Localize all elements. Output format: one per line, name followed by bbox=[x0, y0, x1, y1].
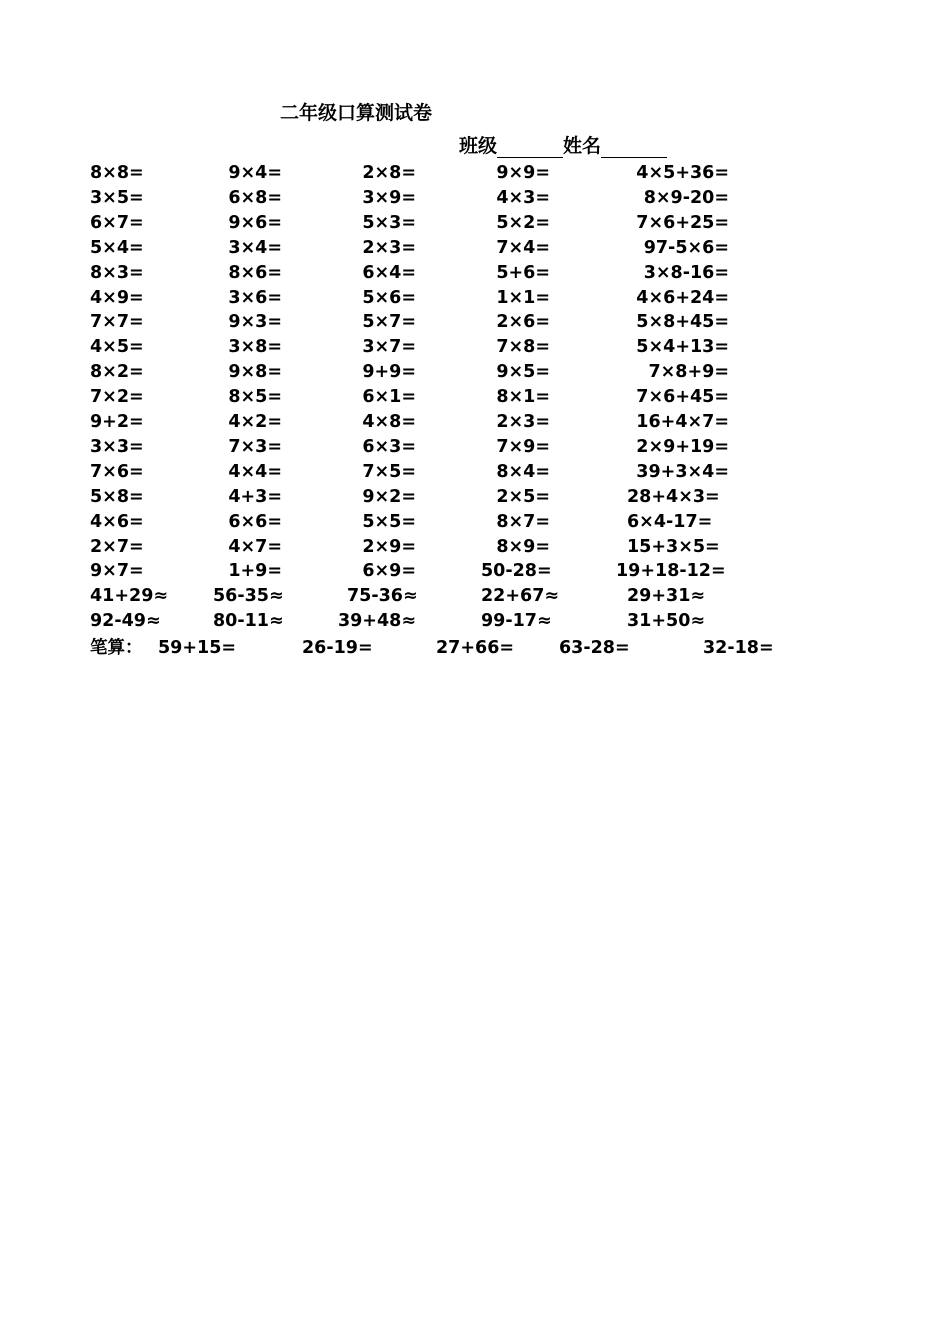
problem-item: 7×3= bbox=[228, 436, 282, 457]
problem-item: 4×7= bbox=[228, 536, 282, 557]
problem-row bbox=[0, 211, 950, 236]
problem-item: 3×9= bbox=[362, 187, 416, 208]
problem-item: 8×7= bbox=[496, 511, 550, 532]
problem-item: 8×3= bbox=[90, 262, 144, 283]
problem-row bbox=[0, 559, 950, 584]
problem-row bbox=[0, 261, 950, 286]
problem-item: 6×9= bbox=[362, 561, 416, 582]
problem-item: 7×9= bbox=[496, 436, 550, 457]
problem-item: 99-17≈ bbox=[481, 611, 552, 632]
problem-item: 9×5= bbox=[496, 362, 550, 383]
problem-item: 4+3= bbox=[228, 486, 282, 507]
problem-item: 4×4= bbox=[228, 461, 282, 482]
problem-item: 5×6= bbox=[362, 287, 416, 308]
problem-item: 8×9-20= bbox=[643, 187, 729, 208]
problem-item: 8×4= bbox=[496, 461, 550, 482]
problem-item: 2×3= bbox=[362, 237, 416, 258]
problem-item: 5×2= bbox=[496, 212, 550, 233]
problem-item: 2×5= bbox=[496, 486, 550, 507]
problem-item: 2×6= bbox=[496, 312, 550, 333]
problem-item: 80-11≈ bbox=[213, 611, 284, 632]
written-label: 笔算： bbox=[90, 638, 143, 658]
problem-item: 5×8= bbox=[90, 486, 144, 507]
problem-item: 4×8= bbox=[362, 412, 416, 432]
problem-item: 9×4= bbox=[228, 163, 282, 183]
problem-item: 5+6= bbox=[496, 262, 550, 283]
problem-row bbox=[0, 161, 950, 186]
problem-item: 9×6= bbox=[228, 212, 282, 233]
problem-item: 75-36≈ bbox=[347, 586, 418, 607]
problem-row bbox=[0, 535, 950, 560]
problem-item: 4×5= bbox=[90, 337, 144, 358]
problem-item: 8×2= bbox=[90, 362, 144, 383]
problem-item: 4×5+36= bbox=[636, 163, 729, 183]
problem-item: 9×8= bbox=[228, 362, 282, 383]
problem-row bbox=[0, 236, 950, 261]
problem-item: 9×9= bbox=[496, 163, 550, 183]
name-blank[interactable] bbox=[601, 138, 667, 158]
problem-item: 2×9= bbox=[362, 536, 416, 557]
problem-row bbox=[0, 584, 950, 609]
written-problem: 26-19= bbox=[302, 638, 373, 658]
problem-item: 29+31≈ bbox=[627, 586, 706, 607]
problem-item: 3×8= bbox=[228, 337, 282, 358]
problem-item: 7×5= bbox=[362, 461, 416, 482]
written-problem: 27+66= bbox=[436, 638, 515, 658]
problem-item: 97-5×6= bbox=[643, 237, 729, 258]
problem-item: 6×3= bbox=[362, 436, 416, 457]
problem-item: 2×9+19= bbox=[636, 436, 729, 457]
problem-row bbox=[0, 335, 950, 360]
class-label: 班级 bbox=[459, 135, 498, 157]
problem-item: 9+9= bbox=[362, 362, 416, 383]
student-info bbox=[459, 131, 667, 158]
problem-item: 6×1= bbox=[362, 387, 416, 408]
problem-row bbox=[0, 460, 950, 485]
problem-item: 4×2= bbox=[228, 412, 282, 432]
problem-row bbox=[0, 609, 950, 634]
problem-item: 28+4×3= bbox=[627, 486, 720, 507]
problem-item: 41+29≈ bbox=[90, 586, 169, 607]
problem-item: 3×7= bbox=[362, 337, 416, 358]
problem-row bbox=[0, 435, 950, 460]
class-blank[interactable] bbox=[497, 138, 563, 158]
problem-item: 31+50≈ bbox=[627, 611, 706, 632]
written-problem: 59+15= bbox=[158, 638, 237, 658]
written-calculation-row bbox=[90, 636, 850, 661]
problem-item: 3×8-16= bbox=[643, 262, 729, 283]
problem-item: 9×7= bbox=[90, 561, 144, 582]
problem-item: 15+3×5= bbox=[627, 536, 720, 557]
problem-item: 9×3= bbox=[228, 312, 282, 333]
problem-item: 2×7= bbox=[90, 536, 144, 557]
problem-row bbox=[0, 186, 950, 211]
problem-item: 4×9= bbox=[90, 287, 144, 308]
problem-item: 39+48≈ bbox=[337, 611, 416, 632]
problem-item: 6×6= bbox=[228, 511, 282, 532]
problem-item: 2×3= bbox=[496, 412, 550, 432]
problem-item: 7×8= bbox=[496, 337, 550, 358]
problem-item: 3×6= bbox=[228, 287, 282, 308]
problem-item: 7×6+25= bbox=[636, 212, 729, 233]
problem-item: 9×2= bbox=[362, 486, 416, 507]
problem-item: 6×4-17= bbox=[627, 511, 713, 532]
problem-row bbox=[0, 360, 950, 385]
problem-item: 7×6= bbox=[90, 461, 144, 482]
problem-item: 3×4= bbox=[228, 237, 282, 258]
problem-item: 5×4= bbox=[90, 237, 144, 258]
problem-item: 1+9= bbox=[228, 561, 282, 582]
problem-item: 56-35≈ bbox=[213, 586, 284, 607]
problem-item: 2×8= bbox=[362, 163, 416, 183]
problem-item: 50-28= bbox=[481, 561, 552, 582]
problem-item: 6×8= bbox=[228, 187, 282, 208]
problem-row bbox=[0, 485, 950, 510]
problem-item: 92-49≈ bbox=[90, 611, 161, 632]
problem-item: 8×6= bbox=[228, 262, 282, 283]
problem-item: 7×7= bbox=[90, 312, 144, 333]
problem-item: 8×9= bbox=[496, 536, 550, 557]
problem-item: 8×8= bbox=[90, 163, 144, 183]
problem-item: 19+18-12= bbox=[616, 561, 726, 582]
problem-item: 22+67≈ bbox=[481, 586, 560, 607]
problem-item: 3×5= bbox=[90, 187, 144, 208]
problem-item: 7×8+9= bbox=[648, 362, 729, 383]
problem-item: 4×6+24= bbox=[636, 287, 729, 308]
problem-item: 5×7= bbox=[362, 312, 416, 333]
problem-item: 5×3= bbox=[362, 212, 416, 233]
problem-item: 6×4= bbox=[362, 262, 416, 283]
problem-item: 9+2= bbox=[90, 412, 144, 432]
problem-row bbox=[0, 410, 950, 435]
problem-item: 5×4+13= bbox=[636, 337, 729, 358]
written-problem: 63-28= bbox=[559, 638, 630, 658]
problem-item: 39+3×4= bbox=[636, 461, 729, 482]
problem-item: 8×5= bbox=[228, 387, 282, 408]
problem-row bbox=[0, 510, 950, 535]
written-problem: 32-18= bbox=[703, 638, 774, 658]
problem-item: 6×7= bbox=[90, 212, 144, 233]
problem-item: 16+4×7= bbox=[636, 412, 729, 432]
problem-item: 7×4= bbox=[496, 237, 550, 258]
problem-item: 7×6+45= bbox=[636, 387, 729, 408]
problem-row bbox=[0, 385, 950, 410]
problem-item: 4×3= bbox=[496, 187, 550, 208]
problem-item: 3×3= bbox=[90, 436, 144, 457]
problem-row bbox=[0, 310, 950, 335]
problem-item: 5×5= bbox=[362, 511, 416, 532]
name-label: 姓名 bbox=[563, 135, 602, 157]
problem-item: 5×8+45= bbox=[636, 312, 729, 333]
page-title: 二年级口算测试卷 bbox=[280, 102, 433, 124]
problem-row bbox=[0, 286, 950, 311]
problem-item: 8×1= bbox=[496, 387, 550, 408]
problem-item: 4×6= bbox=[90, 511, 144, 532]
problem-item: 1×1= bbox=[496, 287, 550, 308]
problem-item: 7×2= bbox=[90, 387, 144, 408]
